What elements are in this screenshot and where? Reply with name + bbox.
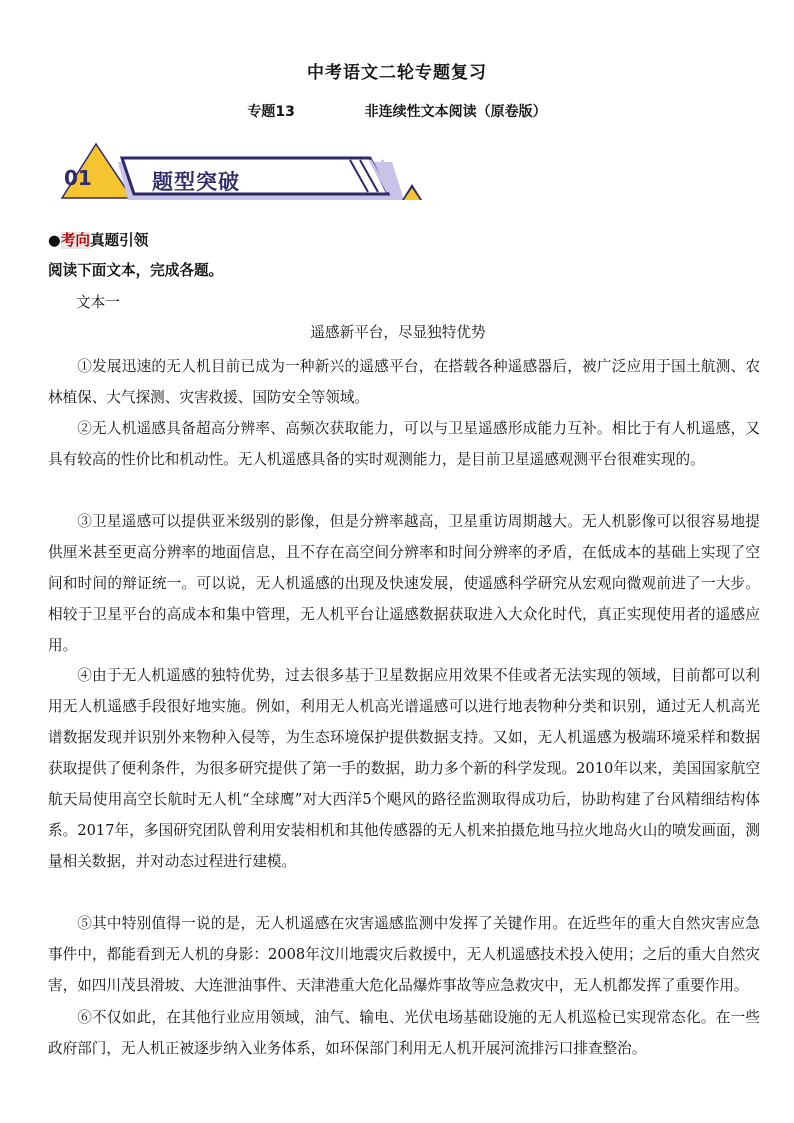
- paragraph-1: ①发展迅速的无人机目前已成为一种新兴的遥感平台，在搭载各种遥感器后，被广泛应用于国土航测、农林植保、大气探测、灾害救援、国防安全等领域。: [48, 358, 760, 406]
- section-heading: [48, 231, 148, 251]
- topic-title: 非连续性文本阅读（原卷版）: [364, 104, 547, 120]
- instruction: 阅读下面文本，完成各题。: [48, 262, 224, 279]
- section-banner: [52, 140, 432, 206]
- banner-number: 01: [64, 166, 92, 190]
- paragraph-4: ④由于无人机遥感的独特优势，过去很多基于卫星数据应用效果不佳或者无法实现的领域，目前都可以利用无人机遥感手段很好地实施。例如，利用无人机高光谱遥感可以进行地表物种分类和识别，通过无人机高光谱数据发现并识别外来物种入侵等，为生态环境保护提供数据支持。又如，无人机遥感为极端环境采样和数据获取提供了便利条件，为很多研究提供了第一手的数据，助力多个新的科学发现。2010年以来，美国国家航空航天局使用高空长航时无人机“全球鹰”对大西洋5个飓风的路径监测取得成功后，协助构建了台风精细结构体系。2017年，多国研究团队曾利用安装相机和其他传感器的无人机来拍摄危地马拉火地岛火山的喷发画面，测量相关数据，并对动态过程进行建模。: [48, 667, 760, 870]
- paragraph-5: ⑤其中特别值得一说的是，无人机遥感在灾害遥感监测中发挥了关键作用。在近些年的重大自然灾害应急事件中，都能看到无人机的身影：2008年汶川地震灾后救援中，无人机遥感技术投入使用；之后的重大自然灾害，如四川茂县滑坡、大连泄油事件、天津港重大危化品爆炸事故等应急救灾中，无人机都发挥了重要作用。: [48, 915, 760, 994]
- banner-label: 题型突破: [152, 170, 240, 194]
- topic-subtitle: [0, 101, 794, 121]
- topic-number: 专题13: [247, 104, 295, 120]
- paragraph-6: ⑥不仅如此，在其他行业应用领域，油气、输电、光伏电场基础设施的无人机巡检已实现常态化。在一些政府部门，无人机正被逐步纳入业务体系，如环保部门利用无人机开展河流排污口排查整治。: [48, 1009, 760, 1057]
- paragraph-2: ②无人机遥感具备超高分辨率、高频次获取能力，可以与卫星遥感形成能力互补。相比于有人机遥感，又具有较高的性价比和机动性。无人机遥感具备的实时观测能力，是目前卫星遥感观测平台很难实现的。: [48, 420, 760, 468]
- bullet-icon: ●: [48, 232, 61, 249]
- text-label: 文本一: [76, 294, 120, 311]
- article-title: 遥感新平台，尽显独特优势: [310, 324, 486, 341]
- paragraph-3: ③卫星遥感可以提供亚米级别的影像，但是分辨率越高，卫星重访周期越大。无人机影像可以很容易地提供厘米甚至更高分辨率的地面信息，且不存在高空间分辨率和时间分辨率的矛盾，在低成本的基础上实现了空间和时间的辩证统一。可以说，无人机遥感的出现及快速发展，使遥感科学研究从宏观向微观前进了一大步。相较于卫星平台的高成本和集中管理，无人机平台让遥感数据获取进入大众化时代，真正实现使用者的遥感应用。: [48, 513, 760, 654]
- tag-kaoxiang: 考向: [60, 232, 90, 249]
- document-title: 中考语文二轮专题复习: [307, 63, 487, 83]
- heading-text: 真题引领: [89, 232, 149, 249]
